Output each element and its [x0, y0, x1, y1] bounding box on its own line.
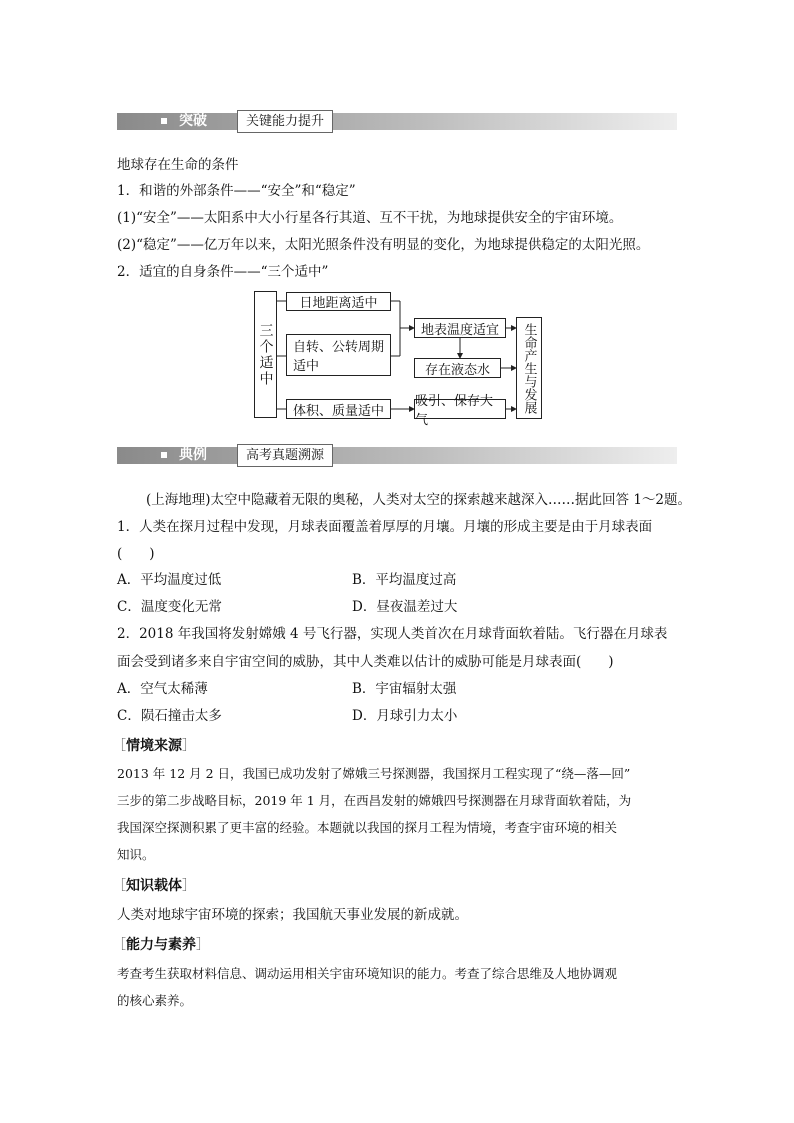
q2-option-d: D．月球引力太小 — [352, 708, 458, 724]
section-title: 突破 — [179, 113, 207, 129]
context-line-2: 三步的第二步战略目标，2019 年 1 月，在西昌发射的嫦娥四号探测器在月球背面软着陆，为 — [117, 793, 632, 808]
q1-stem-line2: ( ) — [117, 546, 155, 562]
knowledge-line: 人类对地球宇宙环境的探索；我国航天事业发展的新成就。 — [117, 907, 468, 923]
bracket-open-icon: ［ — [112, 878, 126, 894]
bracket-close-icon: ］ — [182, 738, 196, 754]
rotation-revolution-line2: 适中 — [293, 359, 320, 374]
context-line-1: 2013 年 12 月 2 日，我国已成功发射了嫦娥三号探测器，我国探月工程实现了“绕—落—回” — [117, 766, 631, 781]
bracket-open-icon: ［ — [112, 738, 126, 754]
q2-stem-line1: 2．2018 年我国将发射嫦娥 4 号飞行器，实现人类首次在月球背面软着陆。飞行器在月球表 — [117, 626, 668, 642]
section-subtitle: 高考真题溯源 — [237, 444, 333, 467]
bracket-open-icon: ［ — [112, 937, 126, 953]
sun-earth-distance-box: 日地距离适中 — [286, 292, 391, 311]
q2-option-b: B．宇宙辐射太强 — [352, 681, 457, 697]
knowledge-heading — [112, 875, 196, 895]
point-1-safety: (1)“安全”——太阳系中大小行星各行其道、互不干扰，为地球提供安全的宇宙环境。 — [117, 210, 623, 226]
q2-stem-line2: 面会受到诸多来自宇宙空间的威胁，其中人类难以估计的威胁可能是月球表面( ) — [117, 654, 614, 670]
context-heading — [112, 735, 196, 755]
context-title: 情境来源 — [126, 738, 182, 754]
knowledge-title: 知识载体 — [126, 878, 182, 894]
q1-option-b: B．平均温度过高 — [352, 572, 457, 588]
ability-title: 能力与素养 — [126, 937, 196, 953]
square-bullet-icon — [161, 452, 167, 458]
point-2: 2．适宜的自身条件——“三个适中” — [117, 264, 329, 280]
surface-temperature-box: 地表温度适宜 — [414, 318, 506, 338]
section-title: 典例 — [179, 447, 207, 463]
bracket-close-icon: ］ — [182, 878, 196, 894]
atmosphere-box: 吸引、保存大气 — [414, 399, 506, 419]
topic-title: 地球存在生命的条件 — [117, 157, 239, 173]
ability-line-2: 的核心素养。 — [117, 993, 193, 1008]
q1-option-d: D．昼夜温差过大 — [352, 599, 458, 615]
context-line-4: 知识。 — [117, 847, 155, 862]
rotation-revolution-box — [286, 334, 391, 376]
q1-option-a: A．平均温度过低 — [117, 572, 222, 588]
liquid-water-box: 存在液态水 — [414, 358, 501, 378]
rotation-revolution-line1: 自转、公转周期 — [293, 340, 385, 355]
question-intro: (上海地理)太空中隐藏着无限的奥秘，人类对太空的探索越来越深入……据此回答 1～2题。 — [146, 492, 692, 508]
section-header-breakthrough — [117, 110, 677, 133]
life-development-box: 生命产生与发展 — [516, 317, 542, 419]
ability-line-1: 考查考生获取材料信息、调动运用相关宇宙环境知识的能力。考查了综合思维及人地协调观 — [117, 966, 618, 981]
q2-option-c: C．陨石撞击太多 — [117, 708, 222, 724]
q2-option-a: A．空气太稀薄 — [117, 681, 208, 697]
section-subtitle: 关键能力提升 — [237, 110, 333, 133]
section-header-example — [117, 444, 677, 467]
ability-heading — [112, 934, 210, 954]
square-bullet-icon — [161, 118, 167, 124]
three-moderate-label: 三个适中 — [254, 291, 277, 418]
q1-stem-line1: 1．人类在探月过程中发现，月球表面覆盖着厚厚的月壤。月壤的形成主要是由于月球表面 — [117, 519, 653, 535]
context-line-3: 我国深空探测积累了更丰富的经验。本题就以我国的探月工程为情境，考查宇宙环境的相关 — [117, 820, 618, 835]
volume-mass-box: 体积、质量适中 — [286, 399, 391, 419]
bracket-close-icon: ］ — [196, 937, 210, 953]
point-1-stability: (2)“稳定”——亿万年以来，太阳光照条件没有明显的变化，为地球提供稳定的太阳光照。 — [117, 237, 650, 253]
point-1: 1．和谐的外部条件——“安全”和“稳定” — [117, 183, 356, 199]
three-moderate-diagram — [250, 290, 550, 428]
q1-option-c: C．温度变化无常 — [117, 599, 222, 615]
